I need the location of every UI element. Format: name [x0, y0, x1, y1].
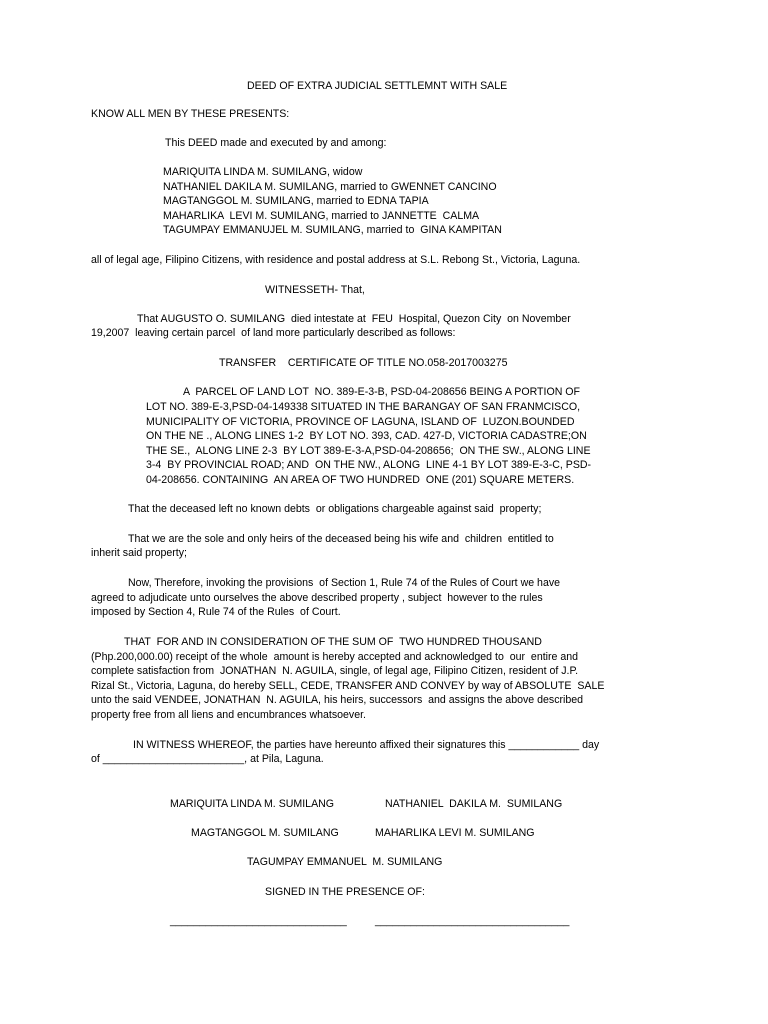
sale-paragraph-line: property free from all liens and encumbrances whatsoever.: [91, 709, 366, 721]
rule74-paragraph-line: agreed to adjudicate unto ourselves the above described property , subject however to the rules: [91, 592, 543, 604]
heirs-paragraph-line: inherit said property;: [91, 547, 187, 559]
residence-line: all of legal age, Filipino Citizens, with residence and postal address at S.L. Rebong St., Victoria, Laguna.: [91, 254, 581, 266]
salutation: KNOW ALL MEN BY THESE PRESENTS:: [91, 108, 290, 120]
signatory-name: NATHANIEL DAKILA M. SUMILANG: [385, 798, 563, 810]
rule74-paragraph-line: imposed by Section 4, Rule 74 of the Rules of Court.: [91, 606, 341, 618]
land-description-line: A PARCEL OF LAND LOT NO. 389-E-3-B, PSD-04-208656 BEING A PORTION OF: [183, 386, 581, 398]
party-line: TAGUMPAY EMMANUJEL M. SUMILANG, married to GINA KAMPITAN: [163, 224, 502, 236]
heirs-paragraph-line: That we are the sole and only heirs of the deceased being his wife and children entitled to: [128, 533, 554, 545]
land-description-line: ON THE NE ., ALONG LINES 1-2 BY LOT NO. 393, CAD. 427-D, VICTORIA CADASTRE;ON: [146, 430, 587, 442]
witness-paragraph-line: IN WITNESS WHEREOF, the parties have hereunto affixed their signatures this ____________ day: [133, 739, 600, 751]
rule74-paragraph-line: Now, Therefore, invoking the provisions of Section 1, Rule 74 of the Rules of Court we have: [128, 577, 561, 589]
witness-signature-line: _________________________________: [375, 915, 570, 927]
tct-heading: TRANSFER CERTIFICATE OF TITLE NO.058-2017003275: [219, 357, 508, 369]
debts-paragraph: That the deceased left no known debts or obligations chargeable against said property;: [128, 503, 542, 515]
sale-paragraph-line: unto the said VENDEE, JONATHAN N. AGUILA, his heirs, successors and assigns the above described: [91, 694, 584, 706]
party-line: MAGTANGGOL M. SUMILANG, married to EDNA TAPIA: [163, 195, 429, 207]
party-line: NATHANIEL DAKILA M. SUMILANG, married to GWENNET CANCINO: [163, 181, 497, 193]
death-paragraph-line: 19,2007 leaving certain parcel of land more particularly described as follows:: [91, 327, 456, 339]
land-description-line: 3-4 BY PROVINCIAL ROAD; AND ON THE NW., ALONG LINE 4-1 BY LOT 389-E-3-C, PSD-: [146, 459, 592, 471]
witnesseth-heading: WITNESSETH- That,: [265, 284, 365, 296]
document-title: DEED OF EXTRA JUDICIAL SETTLEMNT WITH SALE: [247, 80, 508, 92]
party-line: MAHARLIKA LEVI M. SUMILANG, married to JANNETTE CALMA: [163, 210, 480, 222]
sale-paragraph-line: THAT FOR AND IN CONSIDERATION OF THE SUM OF TWO HUNDRED THOUSAND: [124, 636, 542, 648]
land-description-line: MUNICIPALITY OF VICTORIA, PROVINCE OF LAGUNA, ISLAND OF LUZON.BOUNDED: [146, 416, 575, 428]
signatory-name: MAHARLIKA LEVI M. SUMILANG: [375, 827, 535, 839]
signatory-name: TAGUMPAY EMMANUEL M. SUMILANG: [247, 856, 443, 868]
witness-paragraph-line: of ________________________, at Pila, Laguna.: [91, 753, 324, 765]
sale-paragraph-line: complete satisfaction from JONATHAN N. AGUILA, single, of legal age, Filipino Citizen, resident of J.P.: [91, 665, 579, 677]
party-line: MARIQUITA LINDA M. SUMILANG, widow: [163, 166, 363, 178]
land-description-line: LOT NO. 389-E-3,PSD-04-149338 SITUATED IN THE BARANGAY OF SAN FRANMCISCO,: [146, 401, 581, 413]
presence-heading: SIGNED IN THE PRESENCE OF:: [265, 886, 425, 898]
land-description-line: 04-208656. CONTAINING AN AREA OF TWO HUNDRED ONE (201) SQUARE METERS.: [146, 474, 575, 486]
intro-line: This DEED made and executed by and among:: [165, 137, 387, 149]
signatory-name: MARIQUITA LINDA M. SUMILANG: [170, 798, 335, 810]
sale-paragraph-line: (Php.200,000.00) receipt of the whole amount is hereby accepted and acknowledged to our entire and: [91, 651, 579, 663]
witness-signature-line: ______________________________: [170, 915, 347, 927]
land-description-line: THE SE., ALONG LINE 2-3 BY LOT 389-E-3-A,PSD-04-208656; ON THE SW., ALONG LINE: [146, 445, 591, 457]
death-paragraph-line: That AUGUSTO O. SUMILANG died intestate at FEU Hospital, Quezon City on November: [137, 313, 571, 325]
sale-paragraph-line: Rizal St., Victoria, Laguna, do hereby SELL, CEDE, TRANSFER AND CONVEY by way of ABSOLUTE SALE: [91, 680, 605, 692]
signatory-name: MAGTANGGOL M. SUMILANG: [191, 827, 339, 839]
